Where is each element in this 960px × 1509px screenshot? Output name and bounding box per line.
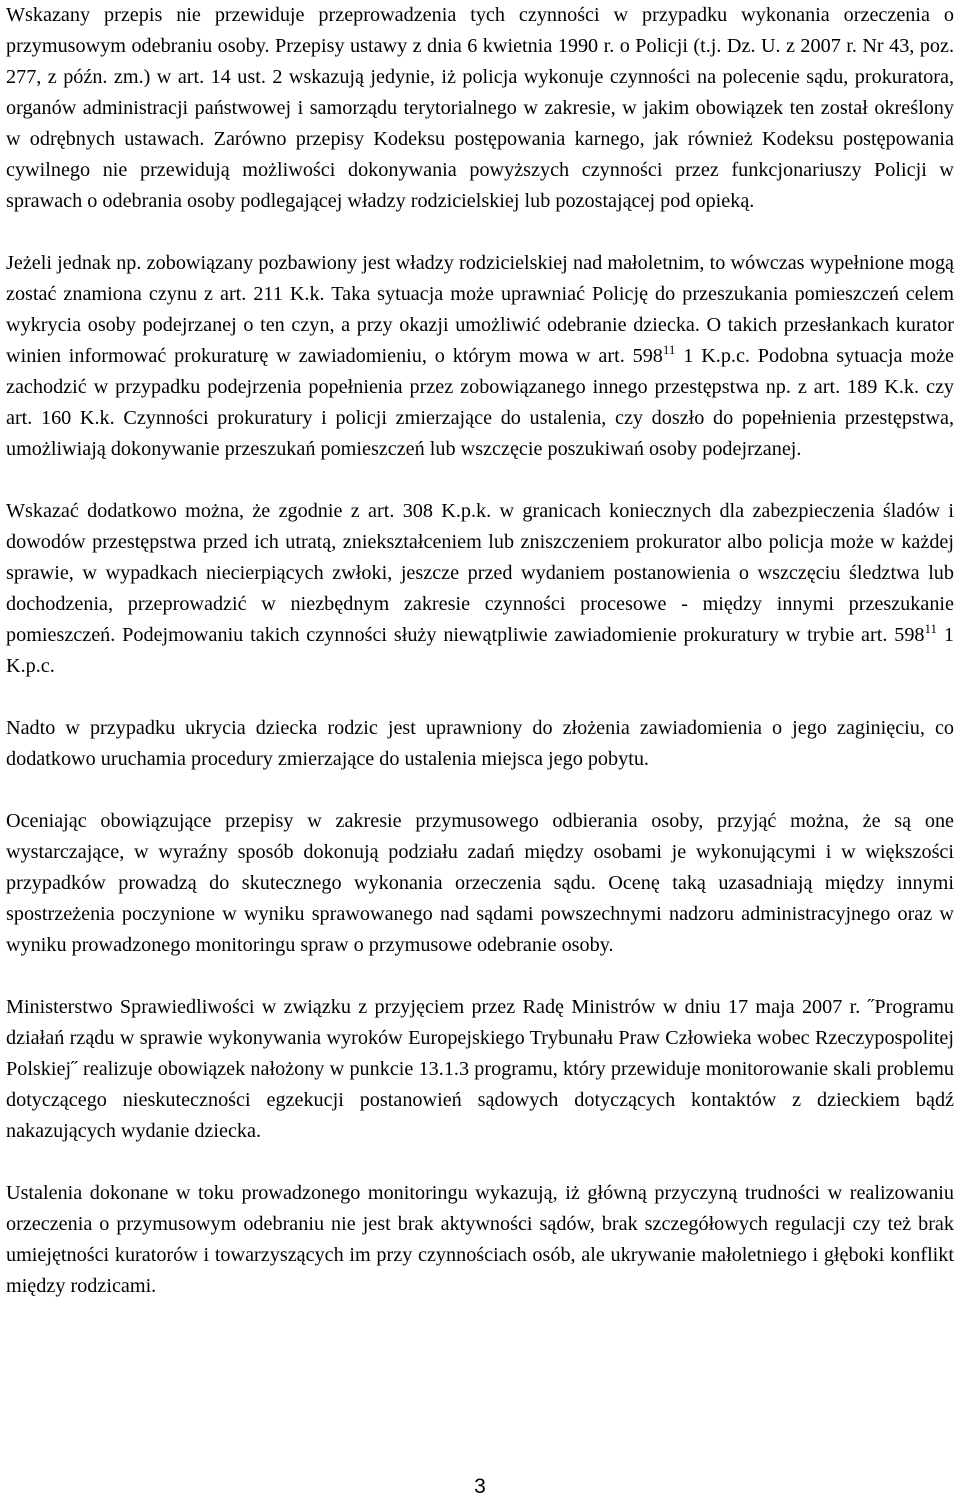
paragraph-gap xyxy=(6,775,954,806)
paragraph-2 xyxy=(6,248,954,465)
paragraph-gap xyxy=(6,682,954,713)
paragraph-gap xyxy=(6,961,954,992)
paragraph-3 xyxy=(6,496,954,682)
superscript-11: 11 xyxy=(662,342,676,357)
paragraph-3-text-a: Wskazać dodatkowo można, że zgodnie z art. 308 K.p.k. w granicach koniecznych dla zabezpieczenia śladów i dowodów przestępstwa przed ich utratą, zniekształceniem lub zniszczeniem prokurator albo policja może w każdej sprawie, w wypadkach niecierpiących zwłoki, jeszcze przed wydaniem postanowienia o wszczęciu śledztwa lub dochodzenia, przeprowadzić w niezbędnym zakresie czynności procesowe - między innymi przeszukanie pomieszczeń. Podejmowaniu takich czynności służy niewątpliwie zawiadomienie prokuratury w trybie art. 598 xyxy=(6,500,954,646)
paragraph-7: Ustalenia dokonane w toku prowadzonego monitoringu wykazują, iż główną przyczyną trudności w realizowaniu orzeczenia o przymusowym odebraniu nie jest brak aktywności sądów, brak szczegółowych regulacji czy też brak umiejętności kuratorów i towarzyszących im przy czynnościach osób, ale ukrywanie małoletniego i głęboki konflikt między rodzicami. xyxy=(6,1182,954,1297)
paragraph-gap xyxy=(6,465,954,496)
page-number: 3 xyxy=(474,1475,486,1498)
paragraph-2-text-b: 1 K.p.c. Podobna sytuacja może zachodzić w przypadku podejrzenia popełnienia przez zobowiązanego innego przestępstwa np. z art. 189 K.k. czy art. 160 K.k. Czynności prokuratury i policji zmierzające do ustalenia, czy doszło do popełnienia przestępstwa, umożliwiają dokonywanie przeszukań pomieszczeń lub wszczęcie poszukiwań osoby podejrzanej. xyxy=(6,345,954,460)
paragraph-gap xyxy=(6,1147,954,1178)
paragraph-1: Wskazany przepis nie przewiduje przeprowadzenia tych czynności w przypadku wykonania orzeczenia o przymusowym odebraniu osoby. Przepisy ustawy z dnia 6 kwietnia 1990 r. o Policji (t.j. Dz. U. z 2007 r. Nr 43, poz. 277, z późn. zm.) w art. 14 ust. 2 wskazują jedynie, iż policja wykonuje czynności na polecenie sądu, prokuratora, organów administracji państwowej i samorządu terytorialnego w zakresie, w jakim obowiązek ten został określony w odrębnych ustawach. Zarówno przepisy Kodeksu postępowania karnego, jak również Kodeksu postępowania cywilnego nie przewidują możliwości dokonywania powyższych czynności przez funkcjonariuszy Policji w sprawach o odebrania osoby podlegającej władzy rodzicielskiej lub pozostającej pod opieką. xyxy=(6,4,954,212)
paragraph-3-text-b: 1 K.p.c. xyxy=(6,624,954,677)
paragraph-4: Nadto w przypadku ukrycia dziecka rodzic jest uprawniony do złożenia zawiadomienia o jego zaginięciu, co dodatkowo uruchamia procedury zmierzające do ustalenia miejsca jego pobytu. xyxy=(6,717,954,770)
paragraph-gap xyxy=(6,217,954,248)
superscript-11: 11 xyxy=(924,621,938,636)
document-page xyxy=(6,0,954,1302)
paragraph-6: Ministerstwo Sprawiedliwości w związku z przyjęciem przez Radę Ministrów w dniu 17 maja 2007 r. ˝Programu działań rządu w sprawie wykonywania wyroków Europejskiego Trybunału Praw Człowieka wobec Rzeczypospolitej Polskiej˝ realizuje obowiązek nałożony w punkcie 13.1.3 programu, który przewiduje monitorowanie skali problemu dotyczącego nieskuteczności egzekucji postanowień sądowych dotyczących kontaktów z dzieckiem bądź nakazujących wydanie dziecka. xyxy=(6,996,954,1142)
paragraph-2-text-a: Jeżeli jednak np. zobowiązany pozbawiony jest władzy rodzicielskiej nad małoletnim, to wówczas wypełnione mogą zostać znamiona czynu z art. 211 K.k. Taka sytuacja może uprawniać Policję do przeszukania pomieszczeń celem wykrycia osoby podejrzanej o ten czyn, a przy okazji umożliwić odebranie dziecka. O takich przesłankach kurator winien informować prokuraturę w zawiadomieniu, o którym mowa w art. 598 xyxy=(6,252,954,367)
paragraph-5: Oceniając obowiązujące przepisy w zakresie przymusowego odbierania osoby, przyjąć można, że są one wystarczające, w wyraźny sposób dokonują podziału zadań między osobami je wykonującymi i w większości przypadków prowadzą do skutecznego wykonania orzeczenia sądu. Ocenę taką uzasadniają między innymi spostrzeżenia poczynione w wyniku sprawowanego nad sądami powszechnymi nadzoru administracyjnego oraz w wyniku prowadzonego monitoringu spraw o przymusowe odebranie osoby. xyxy=(6,810,954,956)
